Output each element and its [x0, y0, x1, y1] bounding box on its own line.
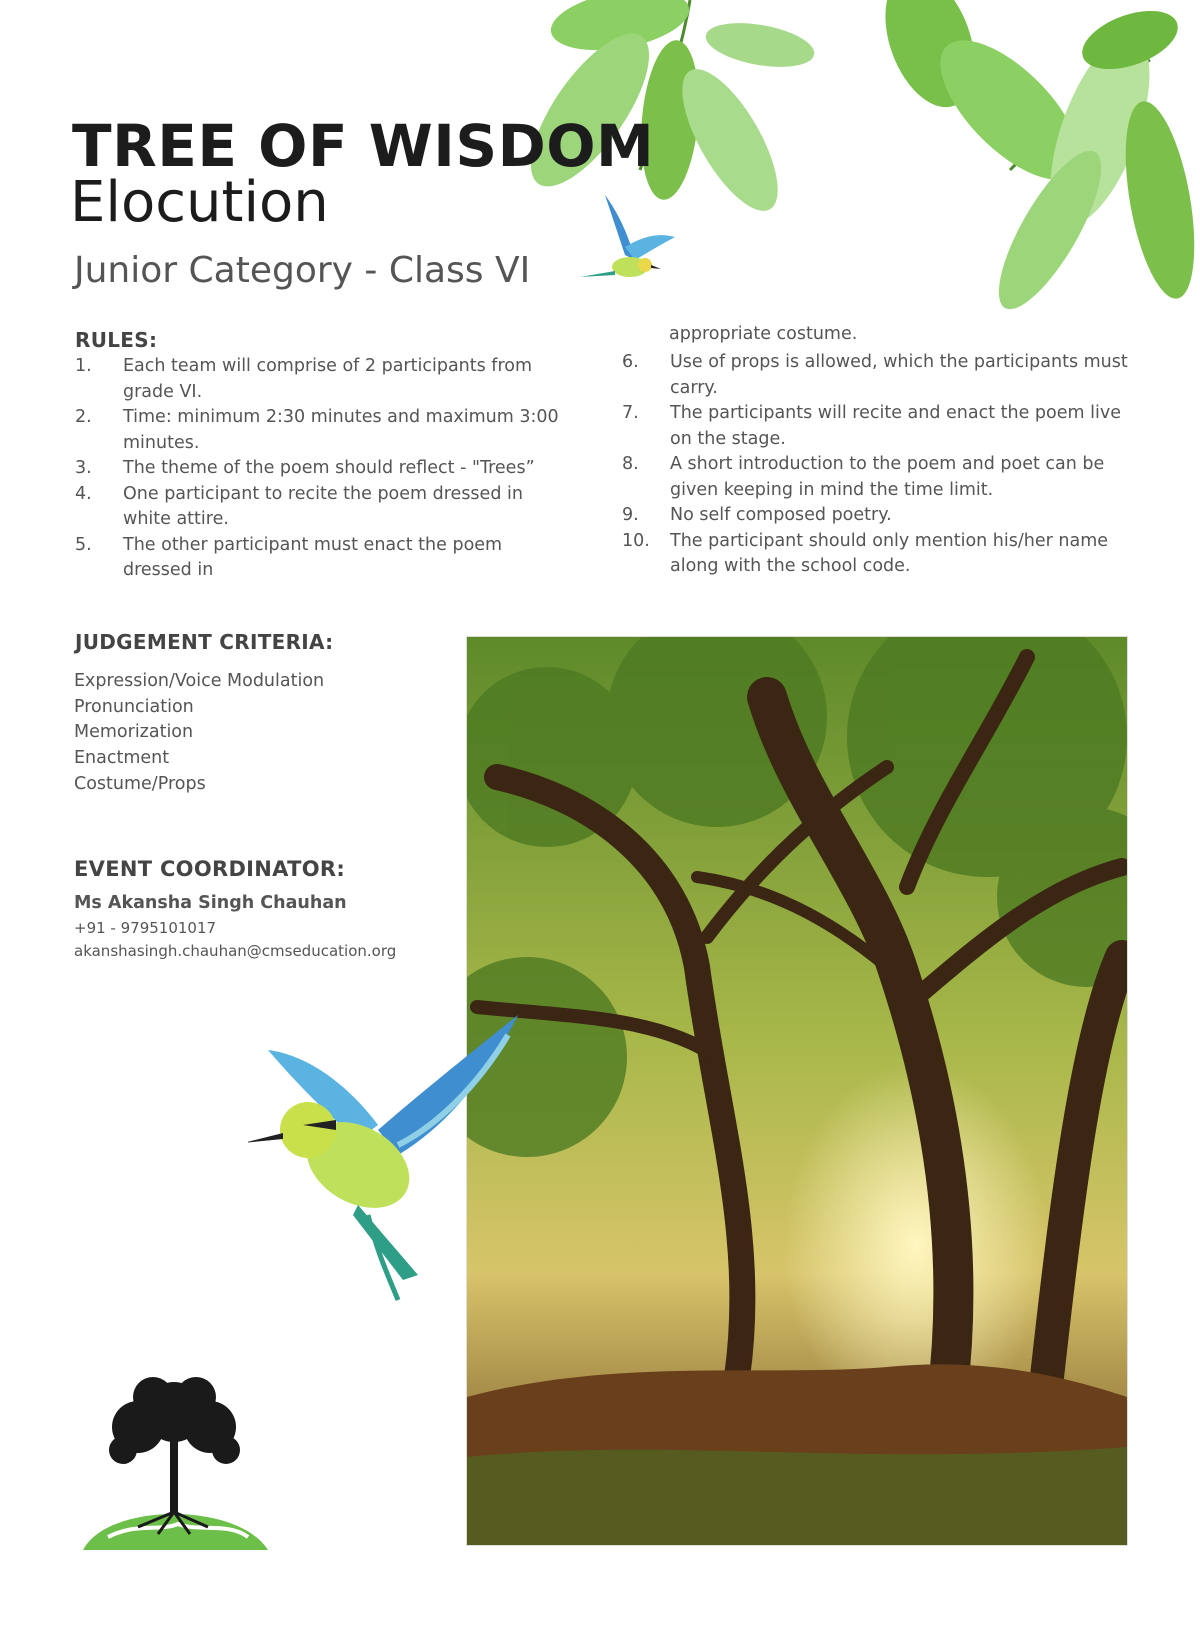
rule-text: Use of props is allowed, which the participants must carry.: [670, 352, 1128, 398]
list-item: [622, 350, 1132, 401]
judgement-criteria-list: [74, 669, 324, 798]
list-item: [75, 533, 575, 584]
rule-number: 7.: [622, 403, 639, 423]
rule-text: One participant to recite the poem dressed in white attire.: [123, 483, 523, 529]
event-category: Junior Category - Class VI: [74, 250, 531, 291]
event-title: TREE OF WISDOM: [72, 112, 655, 180]
criteria-item: Pronunciation: [74, 696, 194, 717]
rules-list-right: [622, 350, 1132, 580]
rule-text: The participants will recite and enact the poem live on the stage.: [670, 403, 1121, 449]
rule-text: The theme of the poem should reflect - "Trees”: [123, 458, 535, 478]
criteria-item: Expression/Voice Modulation: [74, 671, 325, 691]
rule-text: A short introduction to the poem and poet can be given keeping in mind the time limit.: [670, 454, 1105, 500]
criteria-item: Memorization: [74, 722, 194, 743]
rule-number: 3.: [75, 458, 92, 478]
rule-continuation: appropriate costume.: [669, 324, 858, 344]
rule-number: 5.: [75, 534, 92, 555]
list-item: [622, 529, 1132, 580]
coordinator-phone: +91 - 9795101017: [74, 919, 217, 937]
rules-list-left: [75, 354, 575, 584]
bird-small-illustration: [575, 185, 680, 295]
criteria-item: Enactment: [74, 748, 170, 769]
coordinator-heading: EVENT COORDINATOR:: [74, 857, 346, 881]
rule-number: 4.: [75, 483, 92, 504]
list-item: [622, 401, 1132, 452]
rule-number: 10.: [622, 530, 650, 551]
rule-text: The participant should only mention his/her name along with the school code.: [670, 530, 1109, 576]
list-item: [622, 503, 1132, 529]
event-subtitle: Elocution: [70, 170, 329, 235]
rule-number: 2.: [75, 407, 92, 427]
forest-tree-photo: [466, 636, 1128, 1546]
list-item: [75, 456, 575, 482]
coordinator-name: Ms Akansha Singh Chauhan: [74, 893, 347, 913]
criteria-item: Costume/Props: [74, 773, 206, 794]
rule-text: Time: minimum 2:30 minutes and maximum 3:00 minutes.: [123, 407, 559, 453]
list-item: [75, 405, 575, 456]
tree-globe-logo: [78, 1372, 273, 1572]
rule-number: 1.: [75, 356, 92, 376]
rule-text: No self composed poetry.: [670, 505, 892, 525]
judgement-heading: JUDGEMENT CRITERIA:: [75, 630, 334, 654]
rule-number: 6.: [622, 352, 639, 372]
bird-large-illustration: [248, 1015, 523, 1305]
rule-text: Each team will comprise of 2 participants from grade VI.: [123, 356, 533, 402]
rule-number: 9.: [622, 505, 639, 525]
rules-heading: RULES:: [75, 328, 158, 352]
rule-text: The other participant must enact the poem dressed in: [123, 534, 503, 580]
list-item: [75, 482, 575, 533]
list-item: [75, 354, 575, 405]
list-item: [622, 452, 1132, 503]
coordinator-email: akanshasingh.chauhan@cmseducation.org: [74, 942, 397, 960]
rule-number: 8.: [622, 454, 639, 474]
